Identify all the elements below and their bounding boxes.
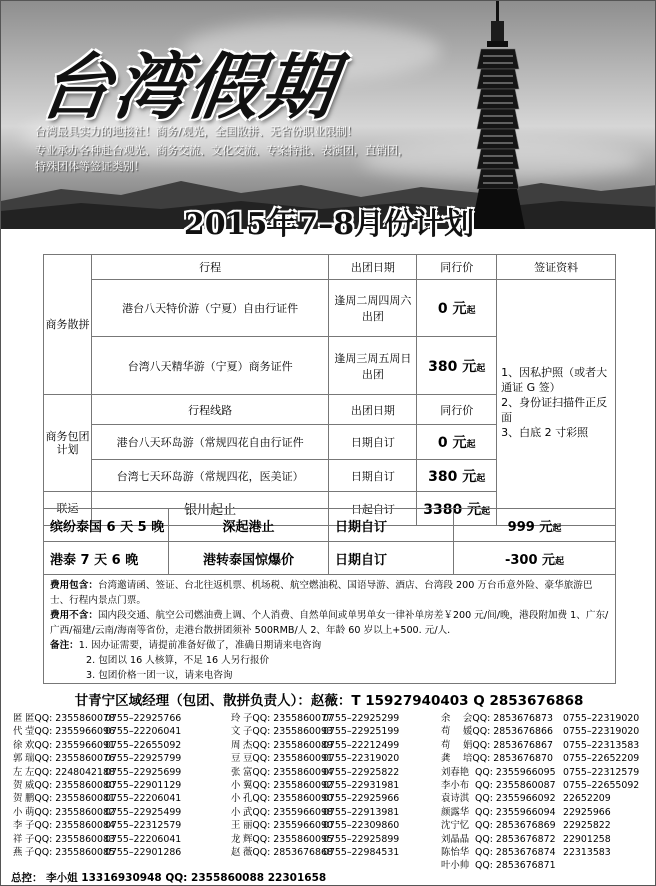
contact-cell: 豆QQ: 2355860091: [243, 753, 333, 765]
total-control: 总控： 李小姐 13316930948 QQ: 2355860088 22301658: [11, 872, 327, 884]
contact-cell: 豆: [231, 753, 241, 765]
route-cell: 台湾八天精华游（宁夏）商务证件: [91, 337, 329, 395]
route-cell: 港台八天环岛游（常规四花自由行证件: [91, 425, 329, 460]
extra-date: 日期自订: [329, 542, 454, 575]
contact-cell: 玲: [231, 713, 241, 724]
contact-row: [13, 739, 649, 752]
contact-cell: 辉QQ: 2355860095: [243, 833, 333, 845]
date-cell: 日起自订: [329, 492, 417, 526]
contact-cell: 子QQ: 2355860085: [25, 846, 115, 858]
contact-cell: 袁诗淇: [441, 793, 470, 805]
page-title: 台湾假期: [34, 44, 343, 129]
contact-cell: 孔QQ: 2355860090: [243, 793, 333, 805]
contact-list: [13, 712, 649, 873]
contact-cell: 0755–22313583: [563, 739, 640, 751]
contact-cell: 子QQ: 2355860093: [243, 726, 333, 738]
date-cell: 日期自订: [329, 425, 417, 460]
contact-cell: 0755–22206041: [105, 793, 182, 805]
header-price: 同行价: [417, 255, 497, 280]
fee-excluded: 费用不含：国内段交通、航空公司燃油费上调、个人消费、自然单间或单男单女一律补单房差￥200 元/间/晚，港段附加费 1、广东/广西/福建/云南/海南等省份，走港台散拼团须补 500RMB/人 2、年龄 60 岁以上+500. 元/人.: [50, 610, 609, 636]
contact-cell: 王: [231, 820, 241, 832]
contact-cell: 0755–22206041: [105, 726, 182, 738]
contact-cell: 匿QQ: 2355860078: [25, 713, 115, 724]
visa-line: 3、白底 2 寸彩照: [501, 426, 589, 439]
contact-cell: 左QQ: 2248042188: [25, 766, 115, 778]
contact-cell: 薇QQ: 2853676868: [243, 846, 333, 858]
price-cell: 380 元起: [417, 460, 497, 492]
contact-cell: 0755–22655092: [105, 739, 182, 751]
visa-info: [497, 280, 616, 526]
contact-cell: 0755–22312579: [105, 820, 182, 832]
contact-cell: QQ: 2853676874: [475, 846, 556, 858]
contact-cell: 22925822: [563, 820, 611, 832]
contact-cell: 0755–22319020: [563, 713, 640, 724]
contact-cell: 沈宁忆: [441, 820, 470, 832]
contact-cell: 鹏QQ: 2355860081: [25, 793, 115, 805]
contact-cell: 子QQ: 2355860083: [25, 833, 115, 845]
fee-notes: [43, 574, 616, 684]
price-cell: 380 元起: [417, 337, 497, 395]
header-date: 出团日期: [329, 395, 417, 425]
contact-cell: 0755–22925199: [323, 726, 400, 738]
contact-cell: 22652209: [563, 793, 611, 805]
contact-cell: QQ: 2355860087: [475, 779, 556, 791]
regional-manager: 甘青宁区域经理（包团、散拼负责人）：赵薇：T 15927940403 Q 2853676868: [74, 693, 584, 709]
contact-cell: 龙: [231, 833, 241, 845]
contact-cell: 郭: [13, 753, 23, 765]
contact-cell: 叶小帅: [441, 860, 470, 872]
contact-cell: 李小布: [441, 779, 470, 791]
contact-cell: 小: [13, 806, 23, 818]
contact-row: [13, 725, 649, 738]
intro-line-1: 台湾最具实力的地接社！商务/观光，全国散拼、无省份职业限制！: [35, 125, 358, 138]
extra-route: 港转泰国惊爆价: [169, 542, 329, 575]
contact-cell: QQ: 2853676869: [475, 820, 556, 832]
itinerary-table: [43, 254, 616, 526]
contact-cell: QQ: 2853676871: [475, 860, 556, 872]
category-joint: 联运: [44, 492, 92, 526]
contact-row: [13, 846, 649, 859]
header-banner: [1, 1, 656, 229]
contact-cell: 苟: [441, 726, 451, 738]
contact-cell: 0755–22925799: [105, 753, 182, 765]
contact-cell: 苟: [441, 739, 451, 751]
remark: 3. 包团价格一团一议，请来电咨询: [86, 670, 233, 681]
contact-row: [13, 779, 649, 792]
contact-row: [13, 792, 649, 805]
contact-cell: 子QQ: 2355860084: [25, 820, 115, 832]
taipei-101-tower-icon: [463, 1, 533, 229]
header-route-line: 行程线路: [91, 395, 329, 425]
contact-cell: 22925966: [563, 806, 611, 818]
visa-line: 2、身份证扫描件正反面: [501, 396, 608, 424]
route-cell: 银川起止: [91, 492, 329, 526]
contact-cell: 徐: [13, 739, 23, 751]
contact-cell: 萌QQ: 2355860082: [25, 806, 115, 818]
contact-cell: 0755–22319020: [563, 726, 640, 738]
extra-name: 港泰 7 天 6 晚: [44, 542, 169, 575]
contact-cell: QQ: 2355966094: [475, 806, 556, 818]
remark: 2. 包团以 16 人核算，不足 16 人另行报价: [86, 655, 270, 666]
contact-cell: 0755–22925699: [105, 766, 182, 778]
contact-cell: 0755–22655092: [563, 779, 640, 791]
contact-cell: 陈怡华: [441, 846, 470, 858]
contact-cell: 0755–22925822: [323, 766, 400, 778]
price-cell: 3380 元起: [417, 492, 497, 526]
contact-cell: 匿: [13, 713, 23, 724]
header-price: 同行价: [417, 395, 497, 425]
intro-line-3: 特殊团体等签证类别！: [35, 160, 145, 173]
header-date: 出团日期: [329, 255, 417, 280]
route-cell: 港台八天特价游（宁夏）自由行证件: [91, 280, 329, 337]
contact-cell: 贺: [13, 779, 23, 791]
contact-cell: 欢QQ: 2355966091: [25, 739, 115, 751]
intro-line-2: 专业承办各种赴台观光、商务交流、文化交流、专案特批、表演团，直销团，: [35, 144, 409, 157]
price-cell: 0 元起: [417, 425, 497, 460]
contact-cell: QQ: 2853676872: [475, 833, 556, 845]
contact-cell: 0755–22309860: [323, 820, 400, 832]
contact-cell: 0755–22925899: [323, 833, 400, 845]
contact-cell: 0755–22901129: [105, 779, 182, 791]
header-visa: 签证资料: [497, 255, 616, 280]
contact-cell: 周: [231, 739, 241, 751]
contact-cell: 22901258: [563, 833, 611, 845]
contact-cell: 0755–22931981: [323, 779, 400, 791]
contact-cell: 李: [13, 820, 23, 832]
plan-title: 2015年7–8月份计划: [183, 207, 475, 242]
contact-cell: 0755–22925966: [323, 793, 400, 805]
contact-cell: 武QQ: 2355966098: [243, 806, 333, 818]
extra-date: 日期自订: [329, 509, 454, 542]
contact-row: [13, 712, 649, 725]
contact-cell: 娟QQ: 2853676867: [463, 739, 553, 751]
contact-row: [13, 806, 649, 819]
contact-cell: 祥: [13, 833, 23, 845]
contact-cell: 0755–22312579: [563, 766, 640, 778]
contact-cell: 赵: [231, 846, 241, 858]
category-business-charter: 商务包团计划: [44, 395, 92, 492]
contact-cell: 媛QQ: 2853676866: [463, 726, 553, 738]
contact-cell: 会QQ: 2853676873: [463, 713, 553, 724]
contact-row: [13, 752, 649, 765]
contact-cell: 杰QQ: 2355860089: [243, 739, 333, 751]
contact-cell: 0755–22319020: [323, 753, 400, 765]
contact-cell: 富QQ: 2355860094: [243, 766, 333, 778]
contact-cell: 代: [13, 726, 23, 738]
contact-cell: 翼QQ: 2355860092: [243, 779, 333, 791]
contact-cell: 0755–22212499: [323, 739, 400, 751]
contact-cell: 燕: [13, 846, 23, 858]
contact-cell: 左: [13, 766, 23, 778]
contact-cell: 丽QQ: 2355966090: [243, 820, 333, 832]
visa-line: 1、因私护照（或者大通证 G 签）: [501, 366, 608, 394]
contact-cell: QQ: 2355966095: [475, 766, 556, 778]
contact-cell: 莹QQ: 2355966096: [25, 726, 115, 738]
contact-cell: 威QQ: 2355860080: [25, 779, 115, 791]
extra-routes-table: [43, 508, 616, 575]
contact-cell: 小: [231, 793, 241, 805]
contact-row: [13, 766, 649, 779]
date-cell: 逢周二周四周六出团: [329, 280, 417, 337]
contact-cell: 刘晶晶: [441, 833, 470, 845]
extra-price: -300 元起: [454, 542, 616, 575]
remark: 备注：1. 因办证需要，请提前准备好做了，准确日期请来电咨询: [50, 640, 322, 651]
contact-cell: 0755–22913981: [323, 806, 400, 818]
contact-cell: 0755–22901286: [105, 846, 182, 858]
contact-cell: 培QQ: 2853676870: [463, 753, 553, 765]
route-cell: 台湾七天环岛游（常规四花，医美证）: [91, 460, 329, 492]
contact-cell: 小: [231, 806, 241, 818]
extra-name: 缤纷泰国 6 天 5 晚: [44, 509, 169, 542]
contact-cell: 贺: [13, 793, 23, 805]
contact-cell: 0755–22925499: [105, 806, 182, 818]
date-cell: 逢周三周五周日出团: [329, 337, 417, 395]
contact-cell: 瑞QQ: 2355860076: [25, 753, 115, 765]
header-route: 行程: [91, 255, 329, 280]
contact-cell: 0755–22925766: [105, 713, 182, 724]
category-business-group: 商务散拼: [44, 255, 92, 395]
contact-cell: 颜露华: [441, 806, 470, 818]
contact-cell: 0755–22652209: [563, 753, 640, 765]
contact-cell: 子QQ: 2355860077: [243, 713, 333, 724]
contact-cell: 张: [231, 766, 241, 778]
contact-cell: 22313583: [563, 846, 611, 858]
price-cell: 0 元起: [417, 280, 497, 337]
contact-cell: 0755–22984531: [323, 846, 400, 858]
extra-price: 999 元起: [454, 509, 616, 542]
contact-cell: 余: [441, 713, 451, 724]
contact-cell: 龚: [441, 753, 451, 765]
contact-row: [13, 819, 649, 832]
contact-cell: QQ: 2355966092: [475, 793, 556, 805]
contact-cell: 刘春艳: [441, 766, 470, 778]
contact-cell: 文: [231, 726, 241, 738]
contact-cell: 0755–22925299: [323, 713, 400, 724]
fee-included: 费用包含：台湾邀请函、签证、台北往返机票、机场税、航空燃油税、国语导游、酒店、台湾段 200 万台币意外险、豪华旅游巴士、行程内景点门票。: [50, 580, 593, 606]
contact-cell: 0755–22206041: [105, 833, 182, 845]
contact-row: [13, 833, 649, 846]
extra-route: 深起港止: [169, 509, 329, 542]
date-cell: 日期自订: [329, 460, 417, 492]
contact-cell: 小: [231, 779, 241, 791]
